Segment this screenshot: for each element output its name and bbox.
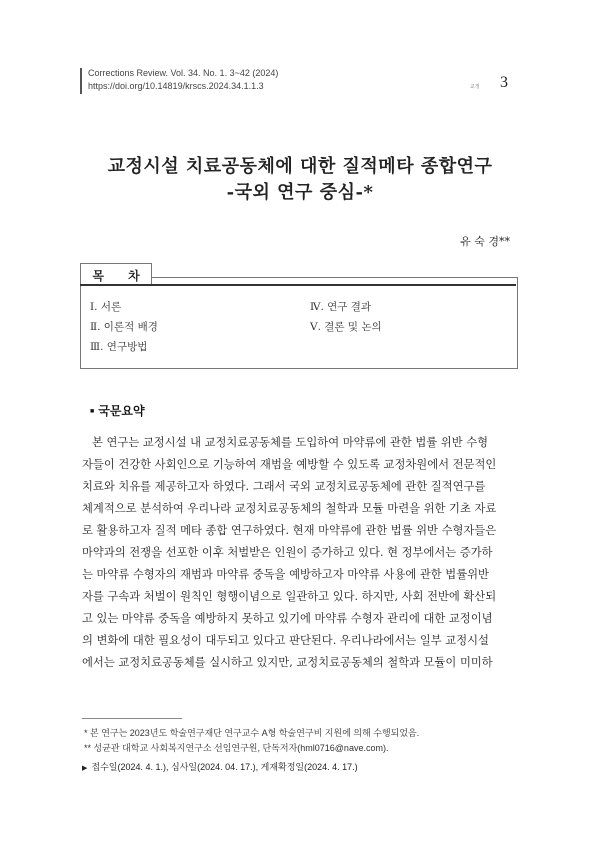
abstract-line: 의 변화에 대한 필요성이 대두되고 있다고 판단된다. 우리나라에서는 일부 교정시설 bbox=[82, 634, 489, 647]
footnote-author: ** 성균관 대학교 사회복지연구소 선임연구원, 단독저자(hml0716@nave.com). bbox=[84, 743, 389, 753]
toc-item-4[interactable]: Ⅳ. 연구 결과 bbox=[310, 301, 372, 313]
header-bar bbox=[80, 68, 82, 94]
toc-item-1[interactable]: Ⅰ. 서론 bbox=[90, 301, 122, 313]
running-header bbox=[88, 67, 278, 93]
abstract-line: 에서는 교정치료공동체를 실시하고 있지만, 교정치료공동체의 철학과 모듈이 미미하 bbox=[82, 656, 493, 669]
abstract-line: 치료와 치유를 제공하고자 하였다. 그래서 국외 교정치료공동체에 관한 질적연구를 bbox=[82, 480, 486, 493]
toc-label: 목 차 bbox=[92, 269, 150, 283]
toc-divider bbox=[80, 284, 516, 286]
abstract-heading bbox=[90, 402, 145, 419]
abstract-line: 체계적으로 분석하여 우리나라 교정치료공동체의 철학과 모듈 마련을 위한 기초 자료 bbox=[82, 502, 497, 515]
dates-text: 접수일(2024. 4. 1.), 심사일(2024. 04. 17.), 게재확정일(2024. 4. 17.) bbox=[91, 762, 358, 772]
doi-link[interactable]: https://doi.org/10.14819/krscs.2024.34.1.1.3 bbox=[88, 81, 264, 91]
footnote-rule bbox=[82, 718, 182, 719]
abstract-line: 본 연구는 교정시설 내 교정치료공동체를 도입하여 마약류에 관한 법률 위반 수형 bbox=[92, 436, 489, 449]
header-mark: 교정 bbox=[470, 84, 480, 90]
paper-title: 교정시설 치료공동체에 대한 질적메타 종합연구 bbox=[107, 156, 493, 177]
abstract-line: 로 활용하고자 질적 메타 종합 연구하였다. 현재 마약류에 관한 법률 위반 수형자들은 bbox=[82, 524, 497, 537]
submission-dates bbox=[82, 760, 358, 773]
square-bullet-icon: ■ bbox=[90, 408, 95, 415]
journal-citation: Corrections Review. Vol. 34. No. 1. 3~42 (2024) bbox=[88, 68, 279, 78]
toc-item-2[interactable]: Ⅱ. 이론적 배경 bbox=[90, 321, 158, 333]
abstract-line: 고 있는 마약류 중독을 예방하지 못하고 있기에 마약류 수형자 관리에 대한 교정이념 bbox=[82, 612, 493, 625]
toc-item-3[interactable]: Ⅲ. 연구방법 bbox=[90, 341, 148, 353]
footnote-funding: * 본 연구는 2023년도 학술연구재단 연구교수 A형 학술연구비 지원에 의해 수행되었음. bbox=[84, 728, 420, 738]
toc-tab bbox=[80, 263, 152, 286]
toc-item-5[interactable]: Ⅴ. 결론 및 논의 bbox=[310, 321, 382, 333]
paper-subtitle: -국외 연구 중심-* bbox=[226, 182, 374, 203]
abstract-line: 는 마약류 수형자의 재범과 마약류 중독을 예방하고자 마약류 사용에 관한 법률위반 bbox=[82, 568, 489, 581]
abstract-line: 자를 구속과 처벌이 원칙인 형행이념으로 일관하고 있다. 하지만, 사회 전반에 확산되 bbox=[82, 590, 497, 603]
abstract-line: 자들이 건강한 사회인으로 기능하여 재범을 예방할 수 있도록 교정차원에서 전문적인 bbox=[82, 458, 497, 471]
triangle-marker-icon: ▶ bbox=[82, 765, 88, 772]
page-number: 3 bbox=[500, 74, 508, 91]
abstract-heading-text: 국문요약 bbox=[98, 404, 145, 418]
abstract-line: 마약과의 전쟁을 선포한 이후 처벌받은 인원이 증가하고 있다. 현 정부에서는 증가하 bbox=[82, 546, 493, 559]
author: 유 숙 경** bbox=[460, 235, 510, 248]
